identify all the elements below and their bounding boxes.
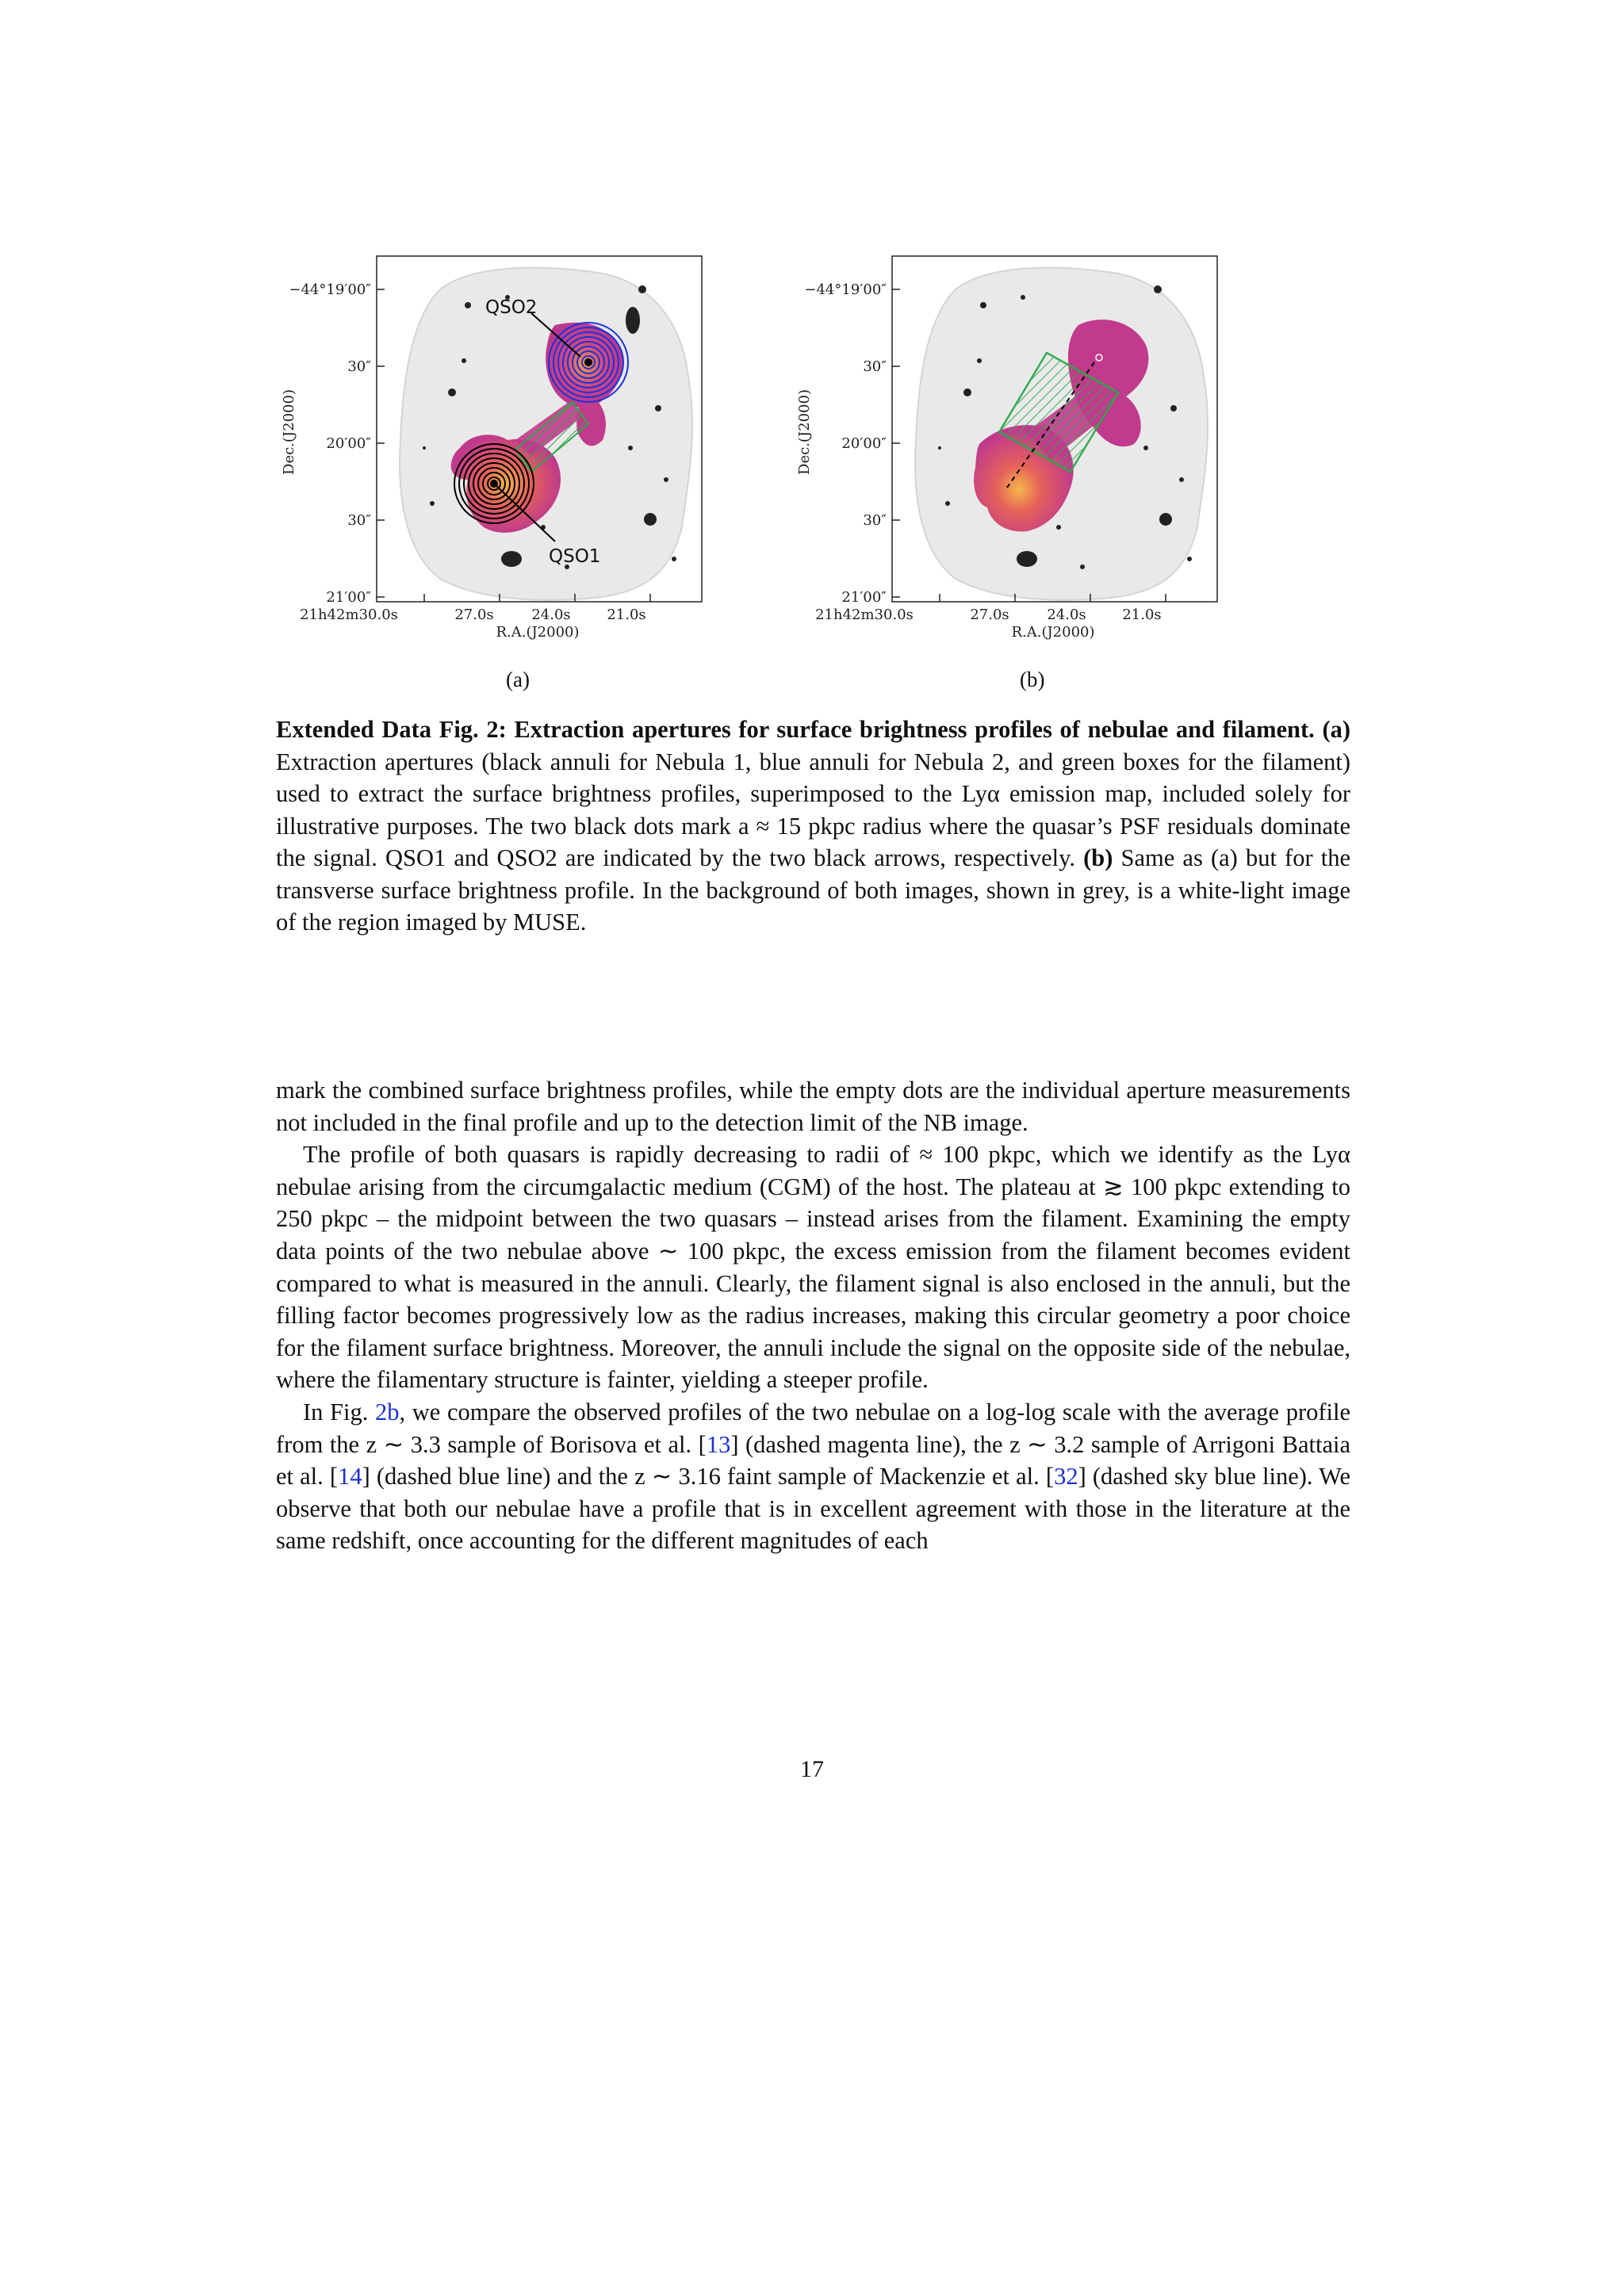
body-text <box>276 1074 1350 1557</box>
y-axis-label: Dec.(J2000) <box>796 389 813 475</box>
figure-panel-b <box>785 242 1245 654</box>
paragraph-3-text: ] (dashed sky blue line). We observe that both our nebulae have a profile that is in excellent agreement with those in the literature at the same redshift, once accounting for the different magnitudes of each <box>276 1463 1350 1555</box>
extraction-apertures-map-b <box>785 242 1245 654</box>
y-tick-label: 30″ <box>347 358 371 375</box>
x-axis-label: R.A.(J2000) <box>496 624 580 641</box>
y-tick-label: 20′00″ <box>326 435 371 452</box>
paragraph-3-text: ] (dashed magenta line), the z ∼ 3.2 sample of Arrigoni Battaia et al. [ <box>276 1430 1350 1490</box>
x-axis-label: R.A.(J2000) <box>1011 624 1095 641</box>
y-tick-label: 30″ <box>863 358 887 375</box>
caption-b-text: Same as (a) but for the transverse surface brightness profile. In the background of both images, shown in grey, is a white-light image of the region imaged by MUSE. <box>276 844 1350 936</box>
paragraph-3 <box>276 1396 1350 1557</box>
y-tick-label: −44°19′00″ <box>289 281 371 298</box>
paragraph-2: The profile of both quasars is rapidly decreasing to radii of ≈ 100 pkpc, which we identify as the Lyα nebulae arising from the circumgalactic medium (CGM) of the host. The plateau at ≳ 100 pkpc extending to 250 pkpc – the midpoint between the two quasars – instead arises from the filament. Examining the empty data points of the two nebulae above ∼ 100 pkpc, the excess emission from the filament becomes evident compared to what is measured in the annuli. Clearly, the filament signal is also enclosed in the annuli, but the filling factor becomes progressively low as the radius increases, making this circular geometry a poor choice for the filament surface brightness. Moreover, the annuli include the signal on the opposite side of the nebulae, where the filamentary structure is fainter, yielding a steeper profile. <box>276 1141 1350 1394</box>
paragraph-3-text: , we compare the observed profiles of the two nebulae on a log-log scale with the average profile from the z ∼ 3.3 sample of Borisova et al. [ <box>276 1398 1351 1458</box>
y-tick-label: 21′00″ <box>841 589 887 606</box>
paragraph-3-text: ] (dashed blue line) and the z ∼ 3.16 faint sample of Mackenzie et al. [ <box>362 1463 1055 1490</box>
caption-label: Extended Data Fig. 2 <box>276 716 499 743</box>
y-tick-label: −44°19′00″ <box>804 281 887 298</box>
x-tick-label: 21h42m30.0s <box>300 607 398 623</box>
x-tick-label: 21h42m30.0s <box>815 607 914 623</box>
figure-panel-a <box>270 242 730 654</box>
citation-link[interactable]: 14 <box>338 1463 362 1490</box>
subcaption-a: (a) <box>506 668 530 691</box>
subcaption-b: (b) <box>1020 668 1045 691</box>
citation-link[interactable]: 13 <box>706 1430 731 1458</box>
y-tick-label: 30″ <box>347 512 371 529</box>
figure-ref-link[interactable]: 2b <box>375 1398 400 1425</box>
x-tick-label: 24.0s <box>531 607 571 623</box>
x-tick-label: 21.0s <box>1122 607 1162 623</box>
page-number: 17 <box>800 1756 824 1782</box>
qso2-label: QSO2 <box>485 297 538 318</box>
y-tick-label: 21′00″ <box>326 589 371 606</box>
figure-caption <box>276 714 1350 939</box>
paragraph-3-text: In Fig. <box>303 1398 375 1425</box>
x-tick-label: 27.0s <box>970 607 1009 623</box>
y-tick-label: 20′00″ <box>841 435 887 452</box>
caption-b-marker: (b) <box>1083 844 1113 871</box>
y-tick-label: 30″ <box>863 512 887 529</box>
qso2-dot <box>584 358 592 366</box>
extraction-apertures-map-a <box>270 242 730 654</box>
x-tick-label: 24.0s <box>1047 607 1086 623</box>
citation-link[interactable]: 32 <box>1054 1463 1078 1490</box>
qso1-label: QSO1 <box>549 546 601 567</box>
caption-title: : Extraction apertures for surface brightness profiles of nebulae and filament. <box>498 716 1315 743</box>
x-tick-label: 21.0s <box>607 607 646 623</box>
x-tick-label: 27.0s <box>454 607 494 623</box>
caption-a-marker: (a) <box>1322 716 1351 743</box>
y-axis-label: Dec.(J2000) <box>281 389 297 475</box>
paragraph-1: mark the combined surface brightness profiles, while the empty dots are the individual aperture measurements not included in the final profile and up to the detection limit of the NB image. <box>276 1077 1350 1136</box>
caption-a-text: Extraction apertures (black annuli for Nebula 1, blue annuli for Nebula 2, and green boxes for the filament) used to extract the surface brightness profiles, superimposed to the Lyα emission map, included solely for illustrative purposes. The two black dots mark a ≈ 15 pkpc radius where the quasar’s PSF residuals dominate the signal. QSO1 and QSO2 are indicated by the two black arrows, respectively. <box>276 748 1350 871</box>
